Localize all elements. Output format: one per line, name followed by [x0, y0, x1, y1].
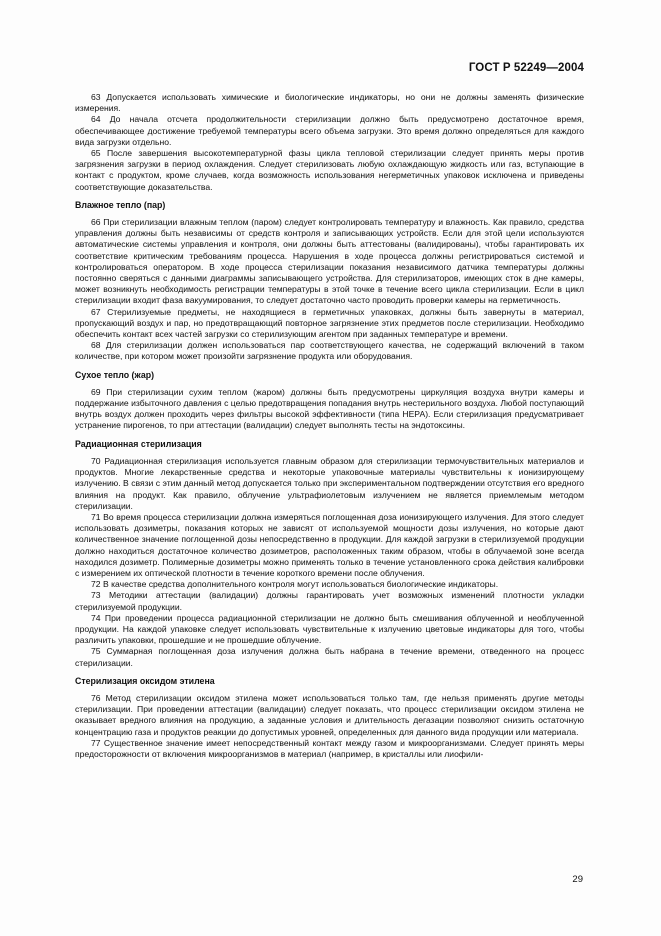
paragraph: 65 После завершения высокотемпературной фазы цикла тепловой стерилизации следует принять меры против загрязнения загрузки в период охлаждения. Следует стерилизовать любую охлаждающую жидкость или газ, вступающие в контакт с продуктом, кроме случаев, когда возможность использования негерметичных упаковок исключена и приведены соответствующие доказательства. — [75, 148, 584, 192]
paragraph: 74 При проведении процесса радиационной стерилизации не должно быть смешивания облученной и необлученной продукции. На каждой упаковке следует использовать чувствительные к излучению цветовые индикаторы для того, чтобы различить упаковки, прошедшие и не прошедшие облучение. — [75, 612, 584, 646]
page-number: 29 — [572, 874, 583, 885]
paragraph: 66 При стерилизации влажным теплом (паром) следует контролировать температуру и влажность. Как правило, средства управления должны быть независимы от средств контроля и записывающих устройств. Если для этой цели используются автоматические системы управления и контроля, они должны быть аттестованы (валидированы), чтобы гарантировать их соответствие критическим требованиям процесса. Нарушения в ходе процесса должны регистрироваться системой и контролироваться оператором. В ходе процесса стерилизации показания независимого датчика температуры должны постоянно сверяться с данными диаграммы записывающего устройства. Для стерилизаторов, имеющих сток в дне камеры, может возникнуть необходимость регистрации температуры в этой точке в течение всего цикла стерилизации. Если в цикл стерилизации входит фаза вакуумирования, то следует достаточно часто проводить проверки камеры на герметичность. — [75, 217, 584, 306]
section-heading: Влажное тепло (пар) — [75, 199, 166, 210]
section-heading: Стерилизация оксидом этилена — [75, 675, 215, 686]
paragraph: 71 Во время процесса стерилизации должна измеряться поглощенная доза ионизирующего излучения. Для этого следует использовать дозиметры, показания которых не зависят от используемой мощности дозы излучения, но которые дают количественное значение поглощенной дозы непосредственно в продукции. Для каждой загрузки в стерилизуемой продукции должно находиться достаточное количество дозиметров, расположенных таким образом, чтобы в облучаемой зоне всегда находился дозиметр. Полимерные дозиметры можно применять только в течение установленного срока действия калибровки с измерением их оптической плотности в течение короткого времени после облучения. — [75, 511, 584, 578]
paragraph: 77 Существенное значение имеет непосредственный контакт между газом и микроорганизмами. Следует принять меры предосторожности от включения микроорганизмов в материал (например, в кристаллы или лиофили- — [75, 737, 584, 759]
paragraph: 75 Суммарная поглощенная доза излучения должна быть набрана в течение времени, отведенного на процесс стерилизации. — [75, 646, 584, 668]
paragraph: 70 Радиационная стерилизация используется главным образом для стерилизации термочувствительных материалов и продуктов. Многие лекарственные средства и некоторые упаковочные материалы чувствительны к ионизирующему излучению. В связи с этим данный метод допускается только при экспериментальном подтверждении отсутствия его вредного влияния на продукт. Как правило, облучение ультрафиолетовым излучением не является приемлемым методом стерилизации. — [75, 455, 584, 511]
paragraph: 63 Допускается использовать химические и биологические индикаторы, но они не должны заменять физические измерения. — [75, 92, 584, 114]
document-standard-number: ГОСТ Р 52249—2004 — [468, 62, 584, 74]
paragraph: 67 Стерилизуемые предметы, не находящиеся в герметичных упаковках, должны быть завернуты в материал, пропускающий воздух и пар, но предотвращающий повторное загрязнение этих предметов после стерилизации. Необходимо обеспечить контакт всех частей загрузки со стерилизующим агентом при заданных температуре и времени. — [75, 306, 584, 340]
paragraph: 69 При стерилизации сухим теплом (жаром) должны быть предусмотрены циркуляция воздуха внутри камеры и поддержание избыточного давления с целью предотвращения попадания внутрь нестерильного воздуха. Любой поступающий внутрь воздух должен проходить через фильтры высокой эффективности (типа НЕРА). Если стерилизация предусматривает устранение пирогенов, то при аттестации (валидации) следует выполнять тесты на эндотоксины. — [75, 386, 584, 431]
section-heading: Сухое тепло (жар) — [75, 369, 155, 380]
paragraph: 72 В качестве средства дополнительного контроля могут использоваться биологические индикаторы. — [91, 579, 499, 590]
paragraph: 68 Для стерилизации должен использоваться пар соответствующего качества, не содержащий включений в таком количестве, при котором может произойти загрязнение продукта или оборудования. — [75, 340, 584, 362]
paragraph: 64 До начала отсчета продолжительности стерилизации должно быть предусмотрено достаточное время, обеспечивающее достижение требуемой температуры всего объема загрузки. Это время должно определяться для каждого вида загрузки отдельно. — [75, 114, 584, 147]
document-body — [75, 92, 584, 760]
paragraph: 76 Метод стерилизации оксидом этилена может использоваться только там, где нельзя применять другие методы стерилизации. При проведении аттестации (валидации) следует показать, что процесс стерилизации оксидом этилена не оказывает вредного влияния на продукцию, а заданные условия и длительность дегазации позволяют снизить остаточную концентрацию газа и продуктов реакции до допустимых уровней, определенных для данного вида продукции или материала. — [75, 692, 584, 737]
paragraph: 73 Методики аттестации (валидации) должны гарантировать учет возможных изменений плотности укладки стерилизуемой продукции. — [75, 590, 584, 612]
section-heading: Радиационная стерилизация — [75, 438, 202, 449]
